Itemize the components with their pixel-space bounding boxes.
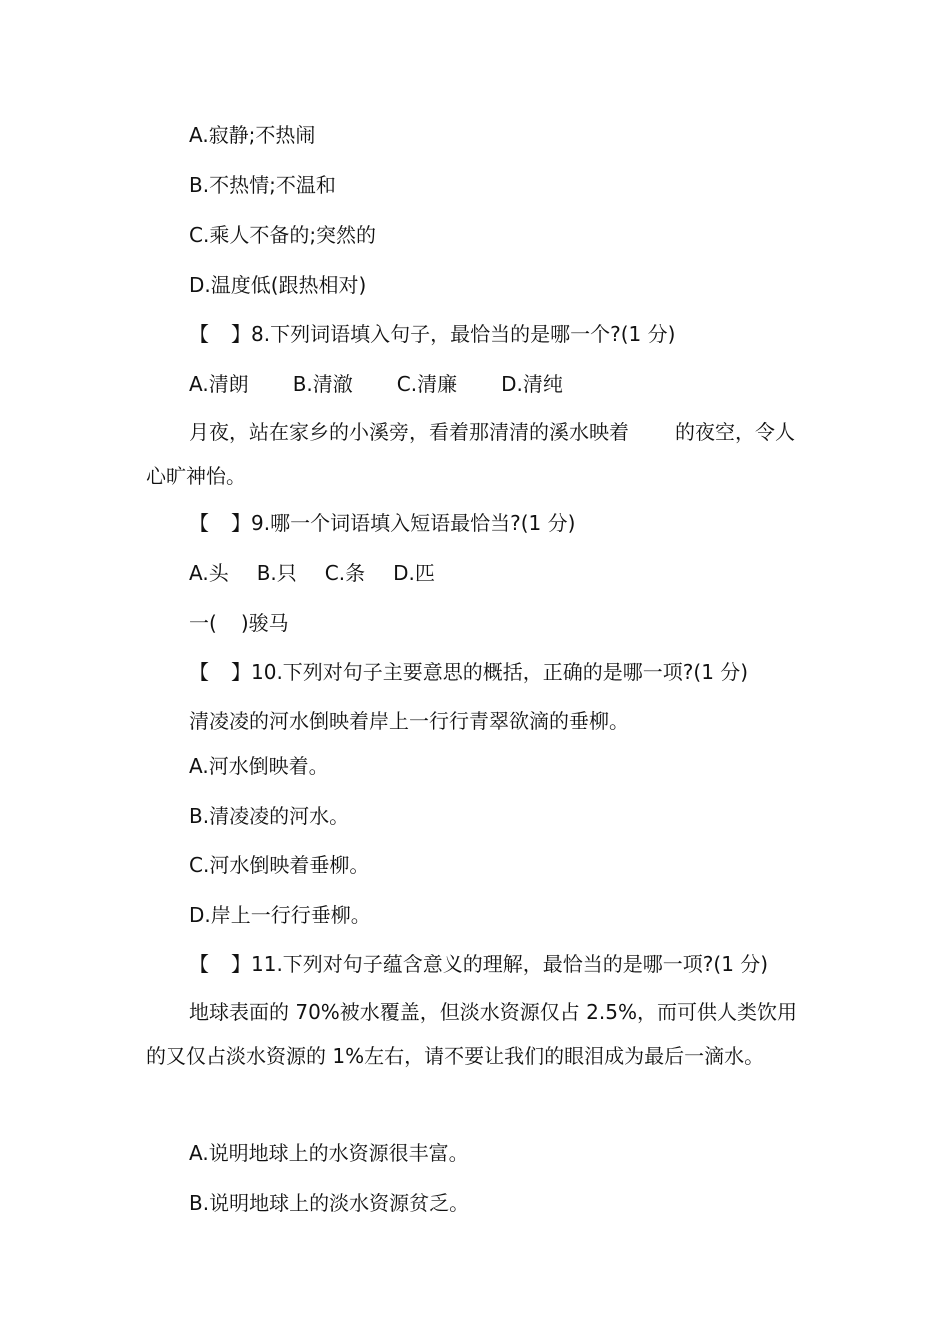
q9-options: [189, 559, 435, 587]
q8-option-a: A.清朗: [189, 372, 249, 396]
q9-phrase: [189, 609, 289, 637]
q10-option-a: A.河水倒映着。: [189, 754, 329, 778]
answer-bracket-close: 】: [231, 952, 251, 976]
q8-question-line: [189, 320, 675, 348]
q10-sentence: 清凌凌的河水倒映着岸上一行行青翠欲滴的垂柳。: [189, 709, 629, 733]
q9-phrase-before: 一(: [189, 611, 217, 635]
answer-bracket-open: 【: [189, 660, 209, 684]
q9-option-b: B.只: [256, 561, 297, 585]
q8-question: 8.下列词语填入句子，最恰当的是哪一个?(1 分): [251, 322, 676, 346]
answer-bracket-open: 【: [189, 952, 209, 976]
q7-option-d: D.温度低(跟热相对): [189, 273, 367, 297]
q9-option-d: D.匹: [393, 561, 435, 585]
q8-sentence-before: 月夜，站在家乡的小溪旁，看着那清清的溪水映着: [189, 420, 629, 444]
answer-bracket-open: 【: [189, 322, 209, 346]
q9-option-c: C.条: [324, 561, 366, 585]
q8-option-b: B.清澈: [292, 372, 353, 396]
q11-question: 11.下列对句子蕴含意义的理解，最恰当的是哪一项?(1 分): [251, 952, 769, 976]
q9-option-a: A.头: [189, 561, 229, 585]
q7-option-c: C.乘人不备的;突然的: [189, 223, 377, 247]
q8-option-c: C.清廉: [396, 372, 458, 396]
q7-option-a: A.寂静;不热闹: [189, 123, 316, 147]
q9-phrase-after: )骏马: [240, 611, 289, 635]
q8-sentence-after: 的夜空，令人心旷神怡。: [146, 420, 795, 488]
q10-question: 10.下列对句子主要意思的概括，正确的是哪一项?(1 分): [251, 660, 749, 684]
answer-bracket-close: 】: [231, 322, 251, 346]
q8-options: [189, 370, 563, 398]
q10-question-line: [189, 658, 748, 686]
answer-bracket-close: 】: [231, 660, 251, 684]
q11-passage: 地球表面的 70%被水覆盖，但淡水资源仅占 2.5%，而可供人类饮用的又仅占淡水资源的 1%左右，请不要让我们的眼泪成为最后一滴水。: [146, 1000, 797, 1068]
answer-bracket-open: 【: [189, 511, 209, 535]
q8-sentence: [146, 410, 806, 498]
q11-question-line: [189, 950, 768, 978]
q10-option-d: D.岸上一行行垂柳。: [189, 903, 371, 927]
q9-question-line: [189, 509, 575, 537]
q7-option-b: B.不热情;不温和: [189, 173, 336, 197]
q10-option-c: C.河水倒映着垂柳。: [189, 853, 370, 877]
q8-option-d: D.清纯: [501, 372, 563, 396]
q10-option-b: B.清凌凌的河水。: [189, 804, 350, 828]
q9-question: 9.哪一个词语填入短语最恰当?(1 分): [251, 511, 576, 535]
q11-option-b: B.说明地球上的淡水资源贫乏。: [189, 1191, 470, 1215]
answer-bracket-close: 】: [231, 511, 251, 535]
q11-option-a: A.说明地球上的水资源很丰富。: [189, 1141, 469, 1165]
